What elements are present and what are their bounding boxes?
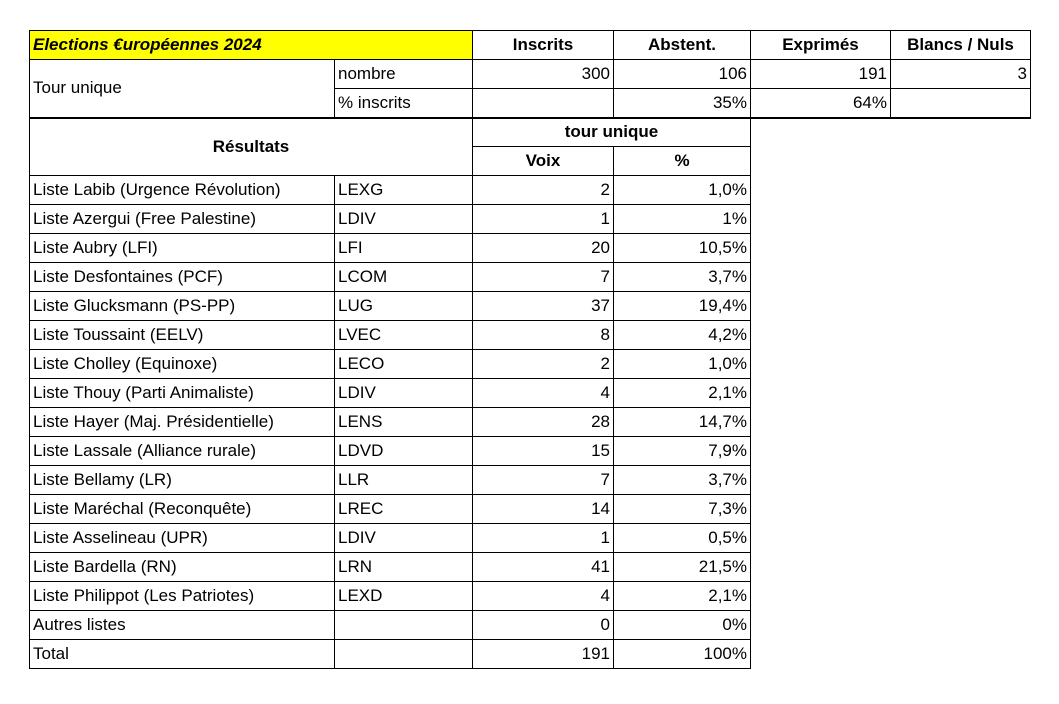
result-votes[interactable]: 0 xyxy=(473,611,614,640)
result-list-code[interactable] xyxy=(335,640,473,669)
result-list-code[interactable]: LUG xyxy=(335,292,473,321)
sheet-title[interactable]: Elections €uropéennes 2024 xyxy=(30,31,473,60)
result-list-code[interactable]: LDIV xyxy=(335,205,473,234)
result-list-name[interactable]: Liste Thouy (Parti Animaliste) xyxy=(30,379,335,408)
result-votes[interactable]: 4 xyxy=(473,379,614,408)
result-list-name[interactable]: Liste Bellamy (LR) xyxy=(30,466,335,495)
result-list-name[interactable]: Total xyxy=(30,640,335,669)
result-list-code[interactable]: LEXD xyxy=(335,582,473,611)
result-votes[interactable]: 1 xyxy=(473,205,614,234)
result-votes[interactable]: 37 xyxy=(473,292,614,321)
result-percent[interactable]: 14,7% xyxy=(614,408,751,437)
result-percent[interactable]: 10,5% xyxy=(614,234,751,263)
table-row xyxy=(30,582,1031,611)
header-blancs-nuls[interactable]: Blancs / Nuls xyxy=(891,31,1031,60)
table-row xyxy=(30,640,1031,669)
result-list-name[interactable]: Autres listes xyxy=(30,611,335,640)
result-percent[interactable]: 1,0% xyxy=(614,350,751,379)
table-row xyxy=(30,234,1031,263)
election-results-sheet xyxy=(29,30,1031,669)
pct-inscrits[interactable] xyxy=(473,89,614,118)
table-row xyxy=(30,350,1031,379)
table-row xyxy=(30,263,1031,292)
result-percent[interactable]: 0,5% xyxy=(614,524,751,553)
result-list-name[interactable]: Liste Asselineau (UPR) xyxy=(30,524,335,553)
table-row xyxy=(30,524,1031,553)
result-percent[interactable]: 2,1% xyxy=(614,379,751,408)
result-votes[interactable]: 28 xyxy=(473,408,614,437)
nombre-blancs[interactable]: 3 xyxy=(891,60,1031,89)
table-row xyxy=(30,466,1031,495)
table-row xyxy=(30,553,1031,582)
result-list-name[interactable]: Liste Azergui (Free Palestine) xyxy=(30,205,335,234)
result-votes[interactable]: 1 xyxy=(473,524,614,553)
result-list-name[interactable]: Liste Glucksmann (PS-PP) xyxy=(30,292,335,321)
result-list-name[interactable]: Liste Toussaint (EELV) xyxy=(30,321,335,350)
result-list-name[interactable]: Liste Hayer (Maj. Présidentielle) xyxy=(30,408,335,437)
pct-abstent[interactable]: 35% xyxy=(614,89,751,118)
result-percent[interactable]: 0% xyxy=(614,611,751,640)
result-list-code[interactable]: LENS xyxy=(335,408,473,437)
result-percent[interactable]: 2,1% xyxy=(614,582,751,611)
table-row xyxy=(30,408,1031,437)
result-percent[interactable]: 21,5% xyxy=(614,553,751,582)
result-percent[interactable]: 1,0% xyxy=(614,176,751,205)
table-row xyxy=(30,437,1031,466)
results-group-header[interactable]: tour unique xyxy=(473,118,751,147)
result-votes[interactable]: 14 xyxy=(473,495,614,524)
result-list-code[interactable]: LDVD xyxy=(335,437,473,466)
result-votes[interactable]: 20 xyxy=(473,234,614,263)
result-percent[interactable]: 100% xyxy=(614,640,751,669)
result-votes[interactable]: 4 xyxy=(473,582,614,611)
results-title[interactable]: Résultats xyxy=(30,118,473,176)
result-percent[interactable]: 7,9% xyxy=(614,437,751,466)
result-votes[interactable]: 8 xyxy=(473,321,614,350)
results-body xyxy=(30,176,1031,669)
result-list-code[interactable]: LECO xyxy=(335,350,473,379)
result-percent[interactable]: 3,7% xyxy=(614,466,751,495)
result-list-code[interactable]: LDIV xyxy=(335,524,473,553)
result-list-name[interactable]: Liste Lassale (Alliance rurale) xyxy=(30,437,335,466)
result-percent[interactable]: 7,3% xyxy=(614,495,751,524)
result-votes[interactable]: 41 xyxy=(473,553,614,582)
tour-label[interactable]: Tour unique xyxy=(30,60,335,118)
result-list-name[interactable]: Liste Bardella (RN) xyxy=(30,553,335,582)
result-list-code[interactable]: LEXG xyxy=(335,176,473,205)
tour-nombre-row xyxy=(30,60,1031,89)
result-list-code[interactable]: LREC xyxy=(335,495,473,524)
pct-label[interactable]: % inscrits xyxy=(335,89,473,118)
result-list-name[interactable]: Liste Aubry (LFI) xyxy=(30,234,335,263)
result-votes[interactable]: 15 xyxy=(473,437,614,466)
result-votes[interactable]: 2 xyxy=(473,176,614,205)
header-row xyxy=(30,31,1031,60)
table-row xyxy=(30,321,1031,350)
result-votes[interactable]: 7 xyxy=(473,466,614,495)
results-header-row xyxy=(30,118,1031,147)
col-voix-header[interactable]: Voix xyxy=(473,147,614,176)
result-list-name[interactable]: Liste Cholley (Equinoxe) xyxy=(30,350,335,379)
table-row xyxy=(30,292,1031,321)
result-list-code[interactable]: LDIV xyxy=(335,379,473,408)
nombre-label[interactable]: nombre xyxy=(335,60,473,89)
table-row xyxy=(30,379,1031,408)
result-list-code[interactable]: LCOM xyxy=(335,263,473,292)
header-exprimes[interactable]: Exprimés xyxy=(751,31,891,60)
result-percent[interactable]: 4,2% xyxy=(614,321,751,350)
result-percent[interactable]: 3,7% xyxy=(614,263,751,292)
result-percent[interactable]: 1% xyxy=(614,205,751,234)
result-votes[interactable]: 191 xyxy=(473,640,614,669)
result-list-code[interactable]: LFI xyxy=(335,234,473,263)
header-abstent[interactable]: Abstent. xyxy=(614,31,751,60)
result-votes[interactable]: 7 xyxy=(473,263,614,292)
table-row xyxy=(30,611,1031,640)
nombre-abstent[interactable]: 106 xyxy=(614,60,751,89)
header-inscrits[interactable]: Inscrits xyxy=(473,31,614,60)
result-list-name[interactable]: Liste Labib (Urgence Révolution) xyxy=(30,176,335,205)
result-votes[interactable]: 2 xyxy=(473,350,614,379)
result-list-name[interactable]: Liste Maréchal (Reconquête) xyxy=(30,495,335,524)
result-percent[interactable]: 19,4% xyxy=(614,292,751,321)
result-list-name[interactable]: Liste Desfontaines (PCF) xyxy=(30,263,335,292)
result-list-code[interactable] xyxy=(335,611,473,640)
pct-blancs[interactable] xyxy=(891,89,1031,118)
pct-exprimes[interactable]: 64% xyxy=(751,89,891,118)
result-list-code[interactable]: LVEC xyxy=(335,321,473,350)
nombre-exprimes[interactable]: 191 xyxy=(751,60,891,89)
result-list-name[interactable]: Liste Philippot (Les Patriotes) xyxy=(30,582,335,611)
nombre-inscrits[interactable]: 300 xyxy=(473,60,614,89)
table-row xyxy=(30,205,1031,234)
table-row xyxy=(30,176,1031,205)
table-row xyxy=(30,495,1031,524)
result-list-code[interactable]: LRN xyxy=(335,553,473,582)
col-pct-header[interactable]: % xyxy=(614,147,751,176)
result-list-code[interactable]: LLR xyxy=(335,466,473,495)
